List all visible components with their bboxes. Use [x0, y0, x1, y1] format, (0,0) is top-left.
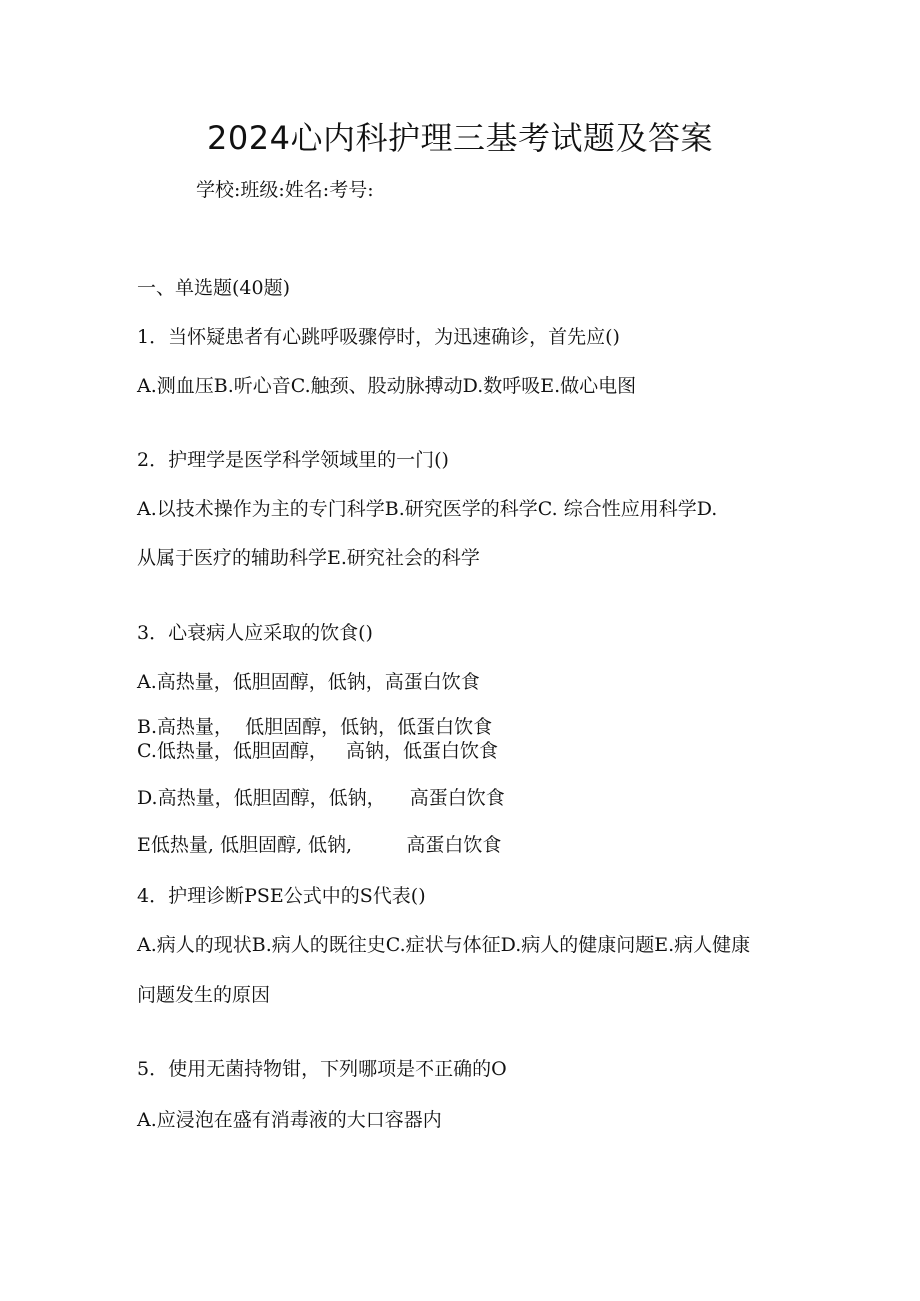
question-3-option-d: D.高热量，低胆固醇，低钠， 高蛋白饮食 [137, 787, 505, 809]
question-1-stem: 1．当怀疑患者有心跳呼吸骤停时，为迅速确诊，首先应() [137, 326, 620, 348]
question-4-stem: 4．护理诊断PSE公式中的S代表() [137, 885, 426, 907]
question-4-options-cont: 问题发生的原因 [137, 984, 271, 1006]
question-5-stem: 5．使用无菌持物钳，下列哪项是不正确的O [137, 1058, 507, 1080]
question-3-option-c: C.低热量，低胆固醇， 高钠，低蛋白饮食 [137, 740, 499, 762]
question-3-stem: 3．心衰病人应采取的饮食() [137, 622, 373, 644]
question-2-stem: 2．护理学是医学科学领域里的一门() [137, 449, 449, 471]
question-5-option-a: A.应浸泡在盛有消毒液的大口容器内 [137, 1109, 442, 1131]
student-info-line: 学校:班级:姓名:考号: [196, 179, 374, 201]
question-1-options: A.测血压B.听心音C.触颈、股动脉搏动D.数呼吸E.做心电图 [137, 375, 637, 397]
section-heading: 一、单选题(40题) [137, 277, 291, 299]
question-3-option-e: E低热量, 低胆固醇, 低钠, 高蛋白饮食 [137, 834, 502, 856]
document-title: 2024心内科护理三基考试题及答案 [207, 119, 713, 157]
question-2-options: A.以技术操作为主的专门科学B.研究医学的科学C. 综合性应用科学D. [137, 498, 718, 520]
question-2-options-cont: 从属于医疗的辅助科学E.研究社会的科学 [137, 547, 480, 569]
question-3-option-a: A.高热量，低胆固醇，低钠，高蛋白饮食 [137, 671, 480, 693]
question-4-options: A.病人的现状B.病人的既往史C.症状与体征D.病人的健康问题E.病人健康 [137, 934, 751, 956]
question-3-option-b: B.高热量， 低胆固醇，低钠，低蛋白饮食 [137, 716, 493, 738]
